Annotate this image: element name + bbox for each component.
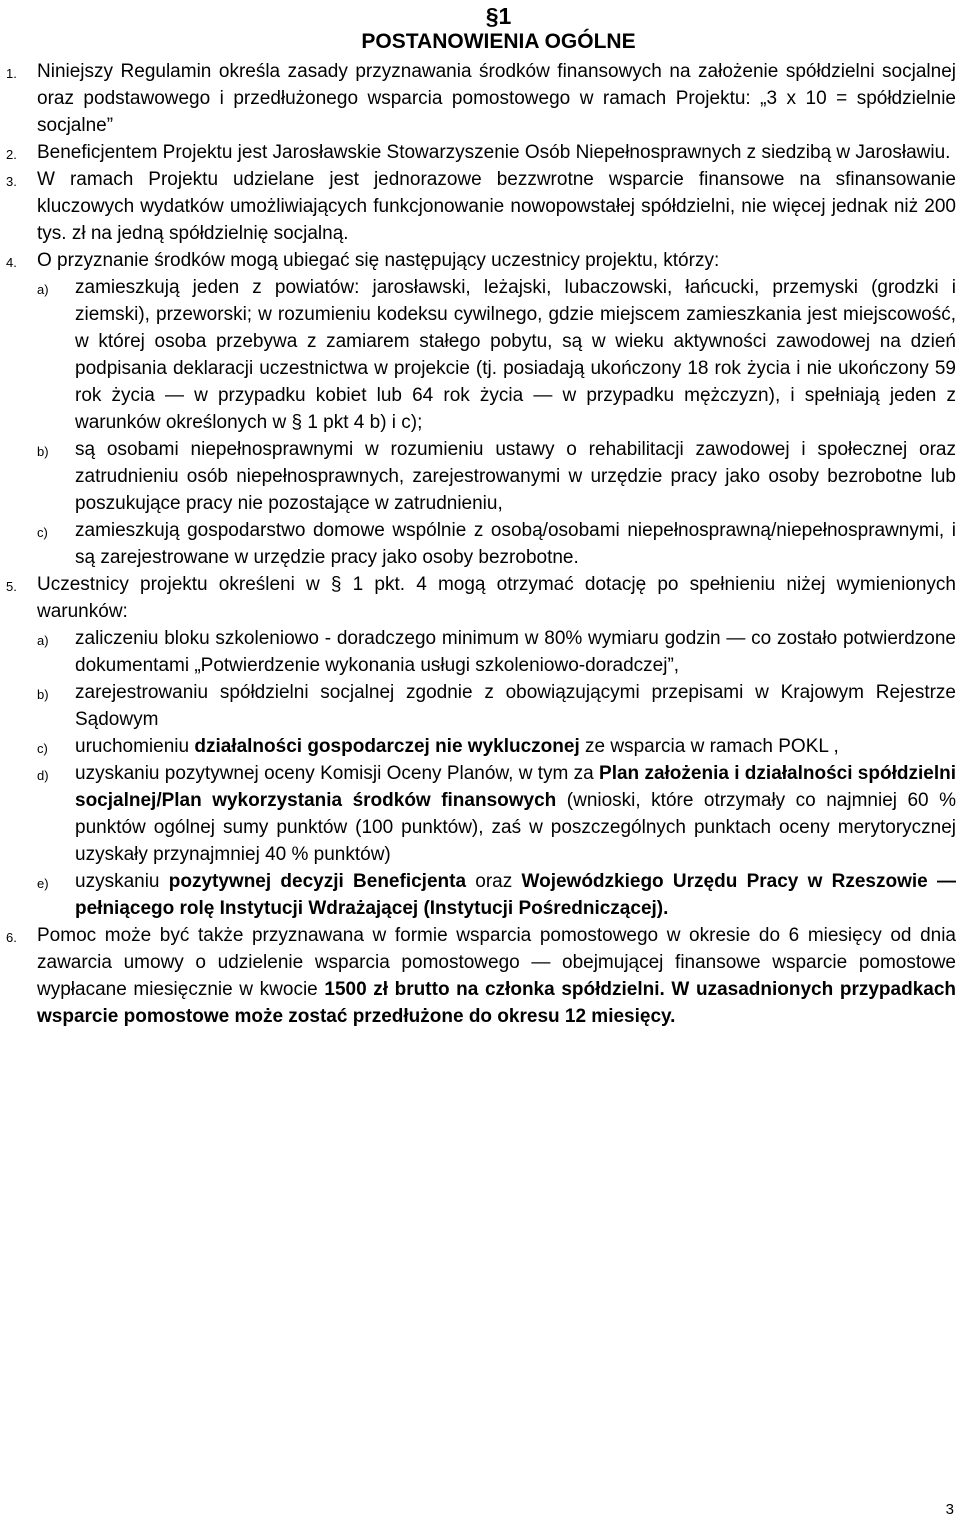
- subpoint-letter: e): [37, 876, 49, 891]
- subpoint-text: uzyskaniu: [75, 871, 169, 892]
- subpoint-letter: a): [37, 633, 49, 648]
- subpoint-bold-text: Plan założenia i działalności spółdzielni socjalnej/Plan wykorzystania środków finansowych: [75, 763, 956, 811]
- paragraph-number: 5.: [6, 579, 17, 594]
- subpoint-text: są osobami niepełnosprawnymi w rozumieniu ustawy o rehabilitacji zawodowej i społecznej oraz zatrudnieniu osób niepełnosprawnych, zarejestrowanymi w urzędzie pracy jako osoby bezrobotne lub poszukujące pracy nie pozostające w zatrudnieniu,: [75, 439, 956, 514]
- subpoint-text: ze wsparcia w ramach POKL ,: [579, 736, 839, 757]
- paragraph-number: 6.: [6, 930, 17, 945]
- subpoint-letter: c): [37, 525, 48, 540]
- subpoint-5a: [0, 625, 960, 679]
- subpoint-letter: d): [37, 768, 49, 783]
- subpoint-text: zamieszkują jeden z powiatów: jarosławski, leżajski, lubaczowski, łańcucki, przemyski (grodzki i ziemski), przeworski; w rozumieniu kodeksu cywilnego, gdzie miejscem zamieszkania jest miejscowość, w której osoba przebywa z zamiarem stałego pobytu, są w wieku aktywności zawodowej na dzień podpisania deklaracji uczestnictwa w projekcie (tj. posiadają ukończony 18 rok życia i nie ukończony 59 rok życia — w przypadku kobiet lub 64 rok życia — w przypadku mężczyzn), i spełniają jeden z warunków określonych w § 1 pkt 4 b) i c);: [75, 277, 956, 433]
- subpoint-letter: c): [37, 741, 48, 756]
- subpoint-text: oraz: [466, 871, 522, 892]
- subpoint-text: uruchomieniu: [75, 736, 195, 757]
- subpoint-letter: b): [37, 444, 49, 459]
- subpoint-letter: a): [37, 282, 49, 297]
- subpoint-bold-text: działalności gospodarczej nie wykluczonej: [194, 736, 580, 757]
- paragraph-text: W ramach Projektu udzielane jest jednorazowe bezzwrotne wsparcie finansowe na sfinansowanie kluczowych wydatków umożliwiających funkcjonowanie nowopowstałej spółdzielni, nie więcej jednak niż 200 tys. zł na jedną spółdzielnię socjalną.: [37, 169, 956, 244]
- section-title: POSTANOWIENIA OGÓLNE: [361, 30, 636, 53]
- subpoint-5c: [0, 733, 960, 760]
- subpoint-text: zaliczeniu bloku szkoleniowo - doradczego minimum w 80% wymiaru godzin — co zostało potwierdzone dokumentami „Potwierdzenie wykonania usługi szkoleniowo-doradczej”,: [75, 628, 956, 676]
- subpoint-4a: [0, 274, 960, 436]
- paragraph-2: [0, 139, 960, 166]
- paragraph-text: Pomoc może być także przyznawana w formie wsparcia pomostowego w okresie do 6 miesięcy od dnia zawarcia umowy o udzielenie wsparcia pomostowego — obejmującej finansowe wsparcie pomostowe wypłacane miesięcznie w kwocie: [37, 925, 956, 1000]
- subpoint-5b: [0, 679, 960, 733]
- paragraph-6: [0, 922, 960, 1030]
- subpoint-5e: [0, 868, 960, 922]
- paragraph-text: Uczestnicy projektu określeni w § 1 pkt. 4 mogą otrzymać dotację po spełnieniu niżej wymienionych warunków:: [37, 574, 956, 622]
- subpoint-bold-text: Wojewódzkiego Urzędu Pracy w Rzeszowie — pełniącego rolę Instytucji Wdrażającej (Instytucji Pośredniczącej).: [75, 871, 956, 919]
- subpoint-text: zamieszkują gospodarstwo domowe wspólnie z osobą/osobami niepełnosprawną/niepełnosprawnymi, i są zarejestrowane w urzędzie pracy jako osoby bezrobotne.: [75, 520, 956, 568]
- subpoint-text: (wnioski, które otrzymały co najmniej 60 % punktów ogólnej sumy punktów (100 punktów), zaś w poszczególnych punktach oceny merytorycznej uzyskały przynajmniej 40 % punktów): [75, 790, 956, 865]
- paragraph-number: 3.: [6, 174, 17, 189]
- page-number: 3: [945, 1501, 954, 1518]
- paragraph-text: Beneficjentem Projektu jest Jarosławskie Stowarzyszenie Osób Niepełnosprawnych z siedzibą w Jarosławiu.: [37, 142, 951, 163]
- paragraph-number: 1.: [6, 66, 17, 81]
- subpoint-5d: [0, 760, 960, 868]
- paragraph-text: O przyznanie środków mogą ubiegać się następujący uczestnicy projektu, którzy:: [37, 250, 720, 271]
- paragraph-5: [0, 571, 960, 625]
- section-number: §1: [485, 3, 512, 29]
- subpoint-4c: [0, 517, 960, 571]
- section-heading: [37, 0, 960, 55]
- subpoint-letter: b): [37, 687, 49, 702]
- subpoint-4b: [0, 436, 960, 517]
- subpoint-text: zarejestrowaniu spółdzielni socjalnej zgodnie z obowiązującymi przepisami w Krajowym Rejestrze Sądowym: [75, 682, 956, 730]
- subpoint-bold-text: pozytywnej decyzji Beneficjenta: [168, 871, 467, 892]
- regulation-content: [0, 58, 960, 1030]
- subpoint-text: uzyskaniu pozytywnej oceny Komisji Oceny Planów, w tym za: [75, 763, 600, 784]
- paragraph-number: 4.: [6, 255, 17, 270]
- paragraph-3: [0, 166, 960, 247]
- paragraph-number: 2.: [6, 147, 17, 162]
- paragraph-4: [0, 247, 960, 274]
- paragraph-1: [0, 58, 960, 139]
- paragraph-bold-text: 1500 zł brutto na członka spółdzielni. W uzasadnionych przypadkach wsparcie pomostowe może zostać przedłużone do okresu 12 miesięcy.: [37, 979, 957, 1027]
- paragraph-text: Niniejszy Regulamin określa zasady przyznawania środków finansowych na założenie spółdzielni socjalnej oraz podstawowego i przedłużonego wsparcia pomostowego w ramach Projektu: „3 x 10 = spółdzielnie socjalne”: [37, 61, 956, 136]
